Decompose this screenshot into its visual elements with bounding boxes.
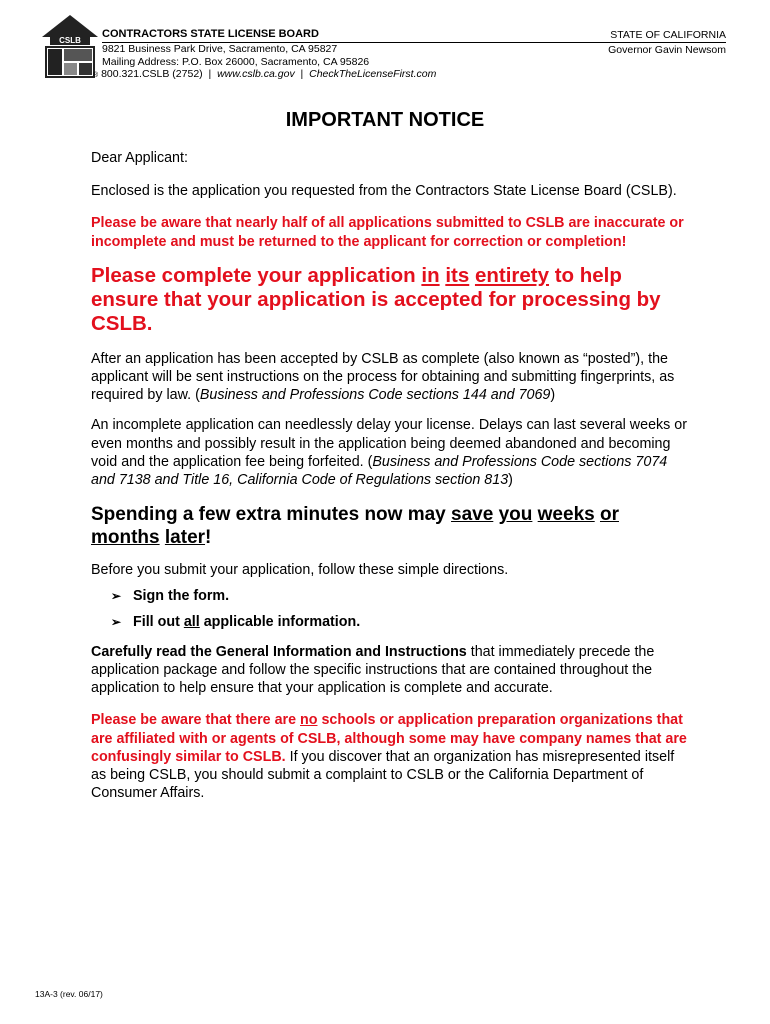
emphasis-or: or bbox=[599, 504, 619, 526]
incomplete-text: An incomplete application can needlessly delay your license. Delays can last several weeks or even months and possibly result in the application being deemed abandoned and becoming void and the application fee being forfeited. ( bbox=[91, 417, 688, 470]
header-state-block bbox=[608, 29, 726, 57]
after-close: ) bbox=[550, 387, 556, 404]
arrow-bullet-icon: ➢ bbox=[111, 614, 122, 629]
mailing-address: Mailing Address: P.O. Box 26000, Sacramento, CA 95826 bbox=[102, 55, 370, 68]
incomplete-paragraph bbox=[91, 416, 691, 489]
separator: | bbox=[202, 68, 218, 81]
header-address-block bbox=[93, 28, 437, 83]
complete-heading bbox=[91, 264, 691, 336]
schools-warning-pre: Please be aware that there are bbox=[91, 712, 301, 729]
emphasis-save: save bbox=[451, 504, 494, 526]
emphasis-you: you bbox=[498, 504, 533, 526]
emphasis-in: in bbox=[421, 263, 440, 287]
after-paragraph bbox=[91, 350, 691, 405]
emphasis-later: later bbox=[164, 527, 206, 549]
after-citation: Business and Professions Code sections 144 and 7069 bbox=[199, 387, 551, 404]
complete-text: Please complete your application bbox=[91, 263, 422, 287]
street-address: 9821 Business Park Drive, Sacramento, CA 95827 bbox=[102, 43, 338, 56]
bullet-text bbox=[133, 613, 360, 631]
bullet-text-post: applicable information. bbox=[199, 613, 361, 630]
board-name: CONTRACTORS STATE LICENSE BOARD bbox=[102, 28, 319, 40]
spending-text: Spending a few extra minutes now may bbox=[91, 504, 452, 526]
bullet-text: Sign the form. bbox=[133, 588, 230, 605]
state-name: STATE OF CALIFORNIA bbox=[610, 29, 726, 41]
after-text: After an application has been accepted by CSLB as complete (also known as “posted”), the applicant will be sent instructions on the process for obtaining and submitting fingerprints, as required by law. ( bbox=[91, 350, 675, 404]
emphasis-its: its bbox=[445, 263, 470, 287]
notice-body bbox=[91, 149, 691, 802]
emphasis-all: all bbox=[183, 613, 200, 630]
spending-end: ! bbox=[205, 527, 212, 549]
governor-name: Governor Gavin Newsom bbox=[608, 44, 726, 57]
contact-line bbox=[93, 68, 436, 82]
schools-warning-paragraph bbox=[91, 711, 691, 802]
check-license-link[interactable]: CheckTheLicenseFirst.com bbox=[309, 68, 437, 81]
separator: | bbox=[294, 68, 310, 81]
incomplete-citation: Business and Professions Code sections 7074 and 7138 and Title 16, California Code of Regulations section 813 bbox=[91, 453, 668, 489]
schools-warning-rest: If you discover that an organization has misrepresented itself as being CSLB, you should submit a complaint to CSLB or the California Department of Consumer Affairs. bbox=[91, 748, 675, 802]
page-title: IMPORTANT NOTICE bbox=[285, 109, 485, 131]
warning-paragraph: Please be aware that nearly half of all applications submitted to CSLB are inaccurate or incomplete and must be returned to the applicant for correction or completion! bbox=[91, 215, 684, 250]
before-paragraph: Before you submit your application, follow these simple directions. bbox=[91, 562, 509, 579]
greeting: Dear Applicant: bbox=[91, 150, 188, 166]
incomplete-close: ) bbox=[508, 472, 513, 489]
bullet-text-pre: Fill out bbox=[133, 613, 184, 630]
carefully-paragraph bbox=[91, 643, 691, 698]
website-link[interactable]: www.cslb.ca.gov bbox=[217, 68, 295, 81]
carefully-rest: that immediately precede the application package and follow the specific instructions that are contained throughout the application to help ensure that your application is complete and accurate. bbox=[91, 643, 655, 697]
emphasis-weeks: weeks bbox=[537, 504, 595, 526]
bullet-fill-out bbox=[111, 613, 691, 631]
bullet-sign-form bbox=[111, 587, 691, 605]
logo-text: CSLB bbox=[59, 36, 81, 45]
carefully-bold: Carefully read the General Information and Instructions bbox=[91, 643, 467, 660]
complete-text-end: to help ensure that your application is accepted for processing by CSLB. bbox=[91, 263, 661, 335]
form-revision: 13A-3 (rev. 06/17) bbox=[35, 989, 103, 999]
phone: 800.321.CSLB (2752) bbox=[101, 68, 203, 81]
emphasis-no: no bbox=[300, 712, 318, 729]
arrow-bullet-icon: ➢ bbox=[111, 589, 122, 604]
cslb-logo bbox=[40, 13, 100, 81]
schools-warning-red: schools or application preparation organizations that are affiliated with or agents of CSLB, although some may have company names that are confusingly similar to CSLB. bbox=[91, 712, 687, 765]
enclosed-paragraph: Enclosed is the application you requested from the Contractors State License Board (CSLB). bbox=[91, 183, 677, 200]
emphasis-entirety: entirety bbox=[474, 263, 550, 287]
registered-mark: ® bbox=[93, 72, 99, 80]
spending-heading bbox=[91, 503, 691, 549]
emphasis-months: months bbox=[91, 527, 160, 549]
